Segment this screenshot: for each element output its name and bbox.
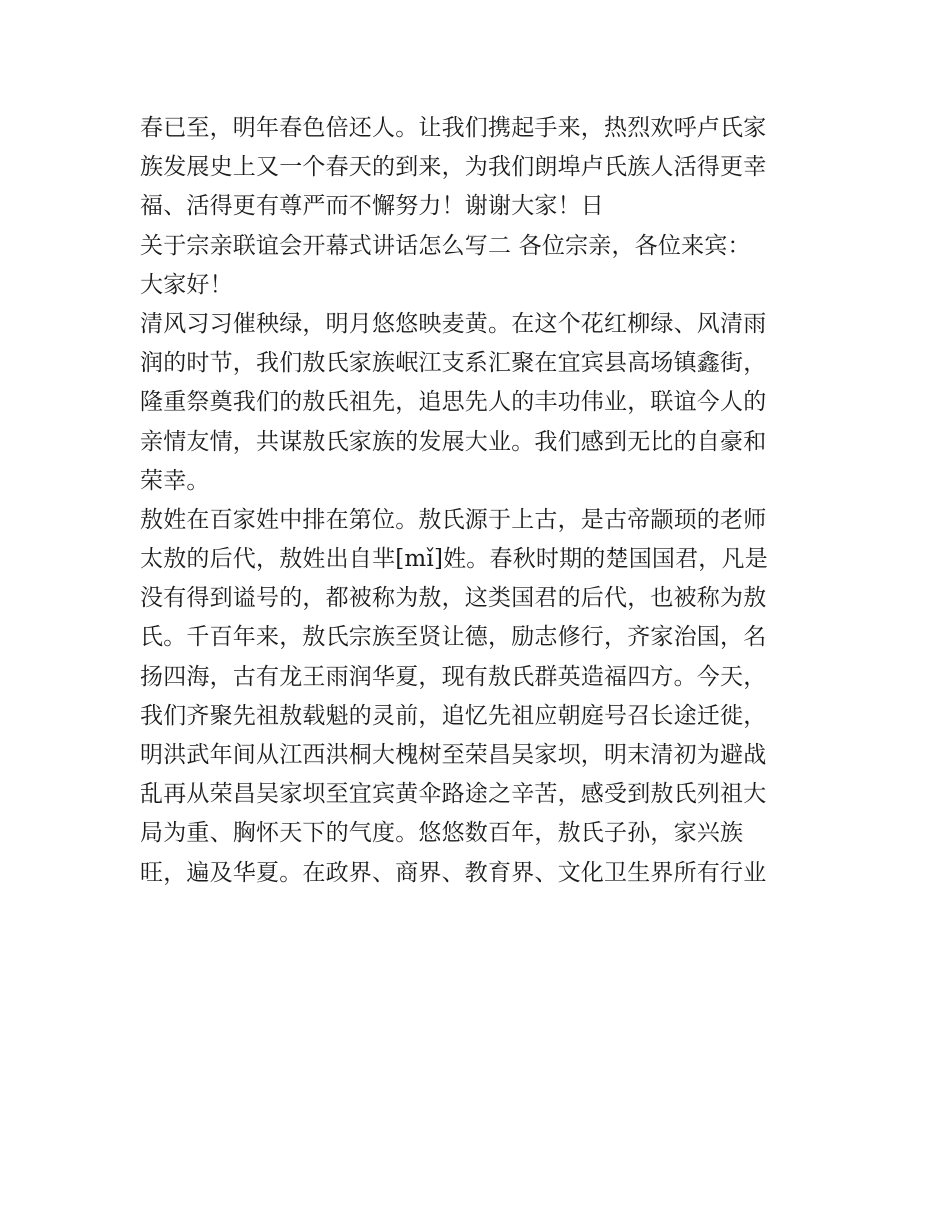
text-line: 扬四海，古有龙王雨润华夏，现有敖氏群英造福四方。今天，: [140, 663, 767, 690]
text-line: 荣幸。: [140, 467, 210, 494]
text-line: 隆重祭奠我们的敖氏祖先，追思先人的丰功伟业，联谊今人的: [140, 389, 767, 416]
text-line: 我们齐聚先祖敖载魁的灵前，追忆先祖应朝庭号召长途迁徙，: [140, 702, 767, 729]
greeting-line: 大家好！: [140, 271, 233, 298]
text-line: 福、活得更有尊严而不懈努力！谢谢大家！日: [140, 193, 604, 220]
text-line: 春已至，明年春色倍还人。让我们携起手来，热烈欢呼卢氏家: [140, 115, 767, 141]
text-line: 局为重、胸怀天下的气度。悠悠数百年，敖氏子孙，家兴族: [140, 820, 744, 847]
document-body: [140, 109, 820, 893]
text-line: 太敖的后代，敖姓出自芈[mǐ]姓。春秋时期的楚国国君，凡是: [140, 546, 768, 573]
text-line: 明洪武年间从江西洪桐大槐树至荣昌吴家坝，明末清初为避战: [140, 742, 767, 768]
text-line: 没有得到谥号的，都被称为敖，这类国君的后代，也被称为敖: [140, 585, 767, 612]
text-line: 族发展史上又一个春天的到来，为我们朗埠卢氏族人活得更幸: [140, 154, 767, 181]
text-line: 旺，遍及华夏。在政界、商界、教育界、文化卫生界所有行业: [140, 859, 767, 886]
text-line: 亲情友情，共谋敖氏家族的发展大业。我们感到无比的自豪和: [140, 428, 767, 455]
text-line: 敖姓在百家姓中排在第位。敖氏源于上古，是古帝颛顼的老师: [140, 506, 767, 533]
text-line: 氏。千百年来，敖氏宗族至贤让德，励志修行，齐家治国，名: [140, 624, 767, 651]
text-line: 清风习习催秧绿，明月悠悠映麦黄。在这个花红柳绿、风清雨: [140, 310, 767, 337]
text-line: 润的时节，我们敖氏家族岷江支系汇聚在宜宾县高场镇鑫街，: [140, 350, 767, 377]
section-heading: 关于宗亲联谊会开幕式讲话怎么写二 各位宗亲，各位来宾：: [140, 232, 751, 259]
text-line: 乱再从荣昌吴家坝至宜宾黄伞路途之辛苦，感受到敖氏列祖大: [140, 781, 767, 808]
